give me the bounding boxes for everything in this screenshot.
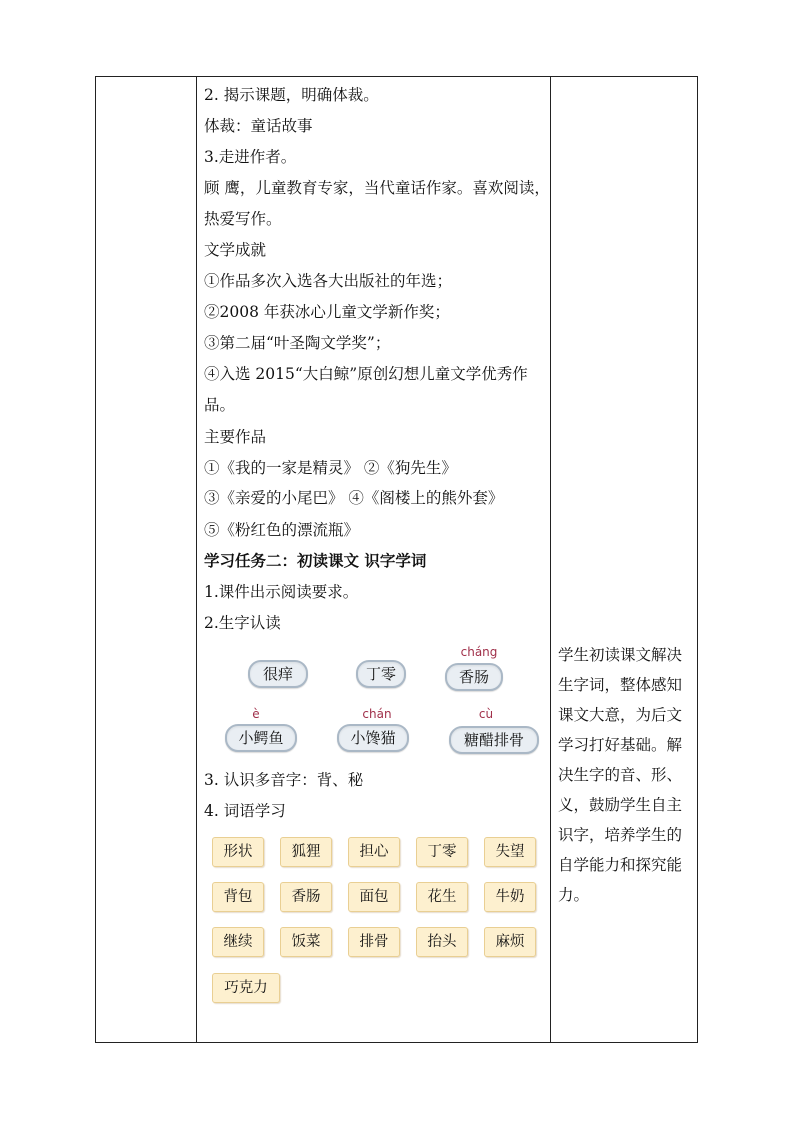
vocab-tile: 背包 xyxy=(212,882,264,912)
intent-line: 学生初读课文解决 xyxy=(558,646,683,664)
intent-line: 义，鼓励学生自主 xyxy=(558,796,683,814)
word-card: 香肠 xyxy=(445,663,503,691)
content-line: 顾 鹰，儿童教育专家，当代童话作家。喜欢阅读， xyxy=(204,179,550,197)
vocab-tile: 花生 xyxy=(416,882,468,912)
vocab-tile: 香肠 xyxy=(280,882,332,912)
vocab-tile: 丁零 xyxy=(416,837,468,867)
intent-line: 自学能力和探究能 xyxy=(558,856,683,874)
content-line: 2. 揭示课题，明确体裁。 xyxy=(204,86,379,104)
vocab-tile: 形状 xyxy=(212,837,264,867)
vocab-tile: 继续 xyxy=(212,927,264,957)
content-line: 热爱写作。 xyxy=(204,210,282,228)
vocab-tile: 麻烦 xyxy=(484,927,536,957)
section-heading: 主要作品 xyxy=(204,428,267,446)
content-line: ③《亲爱的小尾巴》 ④《阁楼上的熊外套》 xyxy=(204,489,504,507)
pinyin-label: cháng xyxy=(460,645,498,659)
lesson-table xyxy=(95,76,698,1043)
content-line: 3. 认识多音字：背、秘 xyxy=(204,771,364,789)
column-divider-left xyxy=(196,77,197,1042)
vocab-tile: 担心 xyxy=(348,837,400,867)
word-card: 糖醋排骨 xyxy=(449,726,539,754)
pinyin-label: è xyxy=(252,707,260,721)
content-line: ①作品多次入选各大出版社的年选； xyxy=(204,272,453,290)
intent-line: 课文大意，为后文 xyxy=(558,706,683,724)
content-line: ②2008 年获冰心儿童文学新作奖； xyxy=(204,303,450,321)
task-heading: 学习任务二：初读课文 识字学词 xyxy=(204,551,427,570)
vocab-tile: 狐狸 xyxy=(280,837,332,867)
content-line: 体裁：童话故事 xyxy=(204,117,313,135)
intent-line: 力。 xyxy=(558,886,590,904)
word-card: 小馋猫 xyxy=(337,724,409,752)
intent-line: 生字词，整体感知 xyxy=(558,676,683,694)
content-line: ③第二届“叶圣陶文学奖”； xyxy=(204,334,391,352)
vocab-tile: 巧克力 xyxy=(212,973,280,1003)
vocab-tile: 失望 xyxy=(484,837,536,867)
content-line: ①《我的一家是精灵》 ②《狗先生》 xyxy=(204,459,457,477)
content-line: 4. 词语学习 xyxy=(204,802,286,820)
pinyin-label: chán xyxy=(362,707,392,721)
vocab-tile: 饭菜 xyxy=(280,927,332,957)
vocab-tile: 牛奶 xyxy=(484,882,536,912)
vocab-tile: 排骨 xyxy=(348,927,400,957)
column-divider-right xyxy=(550,77,551,1042)
intent-line: 学习打好基础。解 xyxy=(558,736,683,754)
section-heading: 文学成就 xyxy=(204,241,267,259)
content-line: ④入选 2015“大白鲸”原创幻想儿童文学优秀作 xyxy=(204,365,528,383)
content-line: ⑤《粉红色的漂流瓶》 xyxy=(204,521,360,539)
word-card: 小鳄鱼 xyxy=(225,724,297,752)
word-card: 丁零 xyxy=(356,660,406,688)
content-line: 2.生字认读 xyxy=(204,614,281,632)
word-card: 很痒 xyxy=(248,660,308,688)
content-line: 1.课件出示阅读要求。 xyxy=(204,583,359,601)
pinyin-label: cù xyxy=(478,707,494,721)
content-line: 3.走进作者。 xyxy=(204,148,297,166)
intent-line: 识字，培养学生的 xyxy=(558,826,683,844)
content-line: 品。 xyxy=(204,396,236,414)
vocab-tile: 抬头 xyxy=(416,927,468,957)
vocab-tile: 面包 xyxy=(348,882,400,912)
intent-line: 决生字的音、形、 xyxy=(558,766,683,784)
